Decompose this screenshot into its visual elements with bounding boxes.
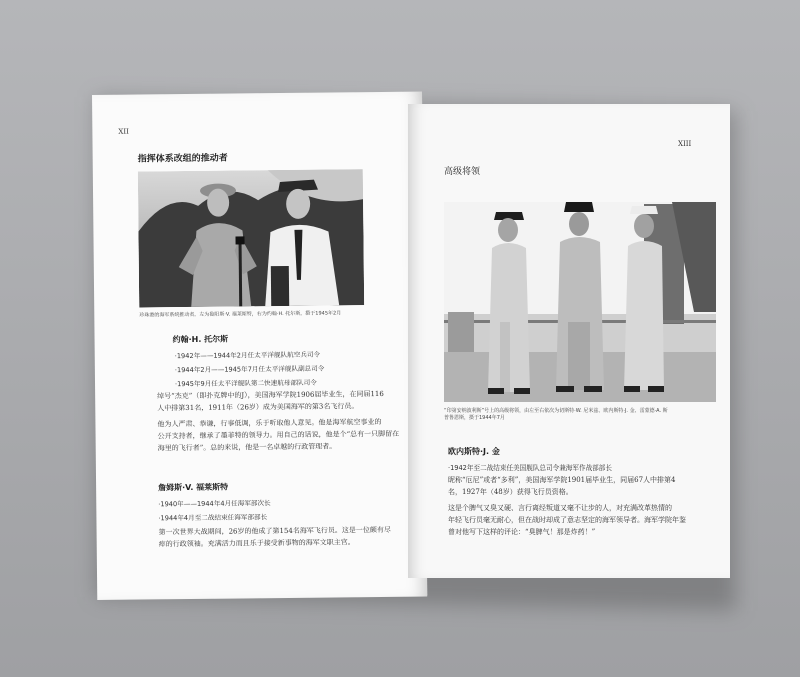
left-page-heading: 指挥体系改组的推动者 <box>137 153 228 165</box>
left-page <box>92 92 427 600</box>
section-name-king: 欧内斯特·J. 金 <box>448 447 500 456</box>
caption-line: “印第安纳波利斯”号上的高级将领，由左至右依次为切斯特·W. 尼米兹、欧内斯特·J. 金、雷蒙德·A. 斯 <box>444 408 668 414</box>
paragraph-line: 人中排第31名，1911年（26岁）成为美国海军的第3名飞行员。 <box>157 402 359 413</box>
paragraph-forrestal <box>159 524 392 550</box>
paragraph-line: 这是个脾气又臭又硬、言行离经叛道又毫不让步的人，对充满改革热情的 <box>448 504 672 512</box>
bullet-item: ·1944年2月——1945年7月任太平洋舰队副总司令 <box>174 364 325 375</box>
paragraph-line: 第一次世界大战期间，26岁的他成了第154名海军飞行员。这是一位颇有尽 <box>158 525 391 537</box>
paragraph-line: 他为人严肃、恭谦，行事低调，乐于听取他人意见。他是海军航空事业的 <box>157 417 382 429</box>
bullet-item: ·1944年4月至二战结束任海军部部长 <box>158 513 268 523</box>
right-page-heading: 高级将领 <box>444 167 481 177</box>
left-photo-two-officers <box>138 169 364 307</box>
left-page-number: XII <box>118 127 129 136</box>
right-photo-caption <box>444 408 724 422</box>
bullet-item: ·1942年至二战结束任美国舰队总司令兼海军作战部部长 <box>448 464 612 472</box>
paragraph-line: 名，1927年（48岁）获得飞行员资格。 <box>448 488 573 496</box>
right-page <box>408 104 730 578</box>
paragraph-line: 绰号“杰克”（即扑克牌中的J），美国海军学院1906届毕业生，在同届116 <box>157 389 384 401</box>
left-photo-caption: 珍珠港的海军系统推动者。左为鲁阳斯·V. 福莱斯特，右为约翰·H. 托尔斯，摄于1945年2月 <box>139 310 342 319</box>
paragraph-king <box>448 474 686 538</box>
right-page-number: XIII <box>678 140 692 148</box>
paragraph-line: 曾对他写下这样的评论：“臭脾气！那是炸药！” <box>448 528 596 536</box>
caption-line: 普鲁恩斯，摄于1944年7月 <box>444 415 505 421</box>
paragraph-line: 昵称“厄尼”或者“多利”，美国海军学院1901届毕业生，同届67人中排第4 <box>448 476 676 484</box>
bullet-item: ·1940年——1944年4月任海军部次长 <box>158 499 271 509</box>
paragraph-line: 瘁的行政领袖。充满活力而且乐于接受新事物的海军文职主官。 <box>158 538 355 549</box>
paragraph-line: 年轻飞行员毫无耐心，但在战时却成了意志坚定的海军领导者。海军学院年鉴 <box>448 516 686 524</box>
section-name-forrestal: 詹姆斯·V. 福莱斯特 <box>158 482 229 493</box>
paragraph-line: 公开支持者，继承了墨菲特的领导力。用自己的话说，他是个“总有一只脚留在 <box>157 429 400 441</box>
bullet-item: ·1945年9月任太平洋舰队第二快速航母部队司令 <box>174 378 317 389</box>
bullet-item: ·1942年——1944年2月任太平洋舰队航空兵司令 <box>174 350 321 361</box>
right-photo-three-admirals <box>444 202 716 402</box>
paragraph-line: 海里的飞行者”。总的来说，他是一名卓越的行政管理者。 <box>157 442 337 453</box>
paragraph-towers <box>157 388 399 455</box>
section-name-towers: 约翰·H. 托尔斯 <box>172 334 229 345</box>
